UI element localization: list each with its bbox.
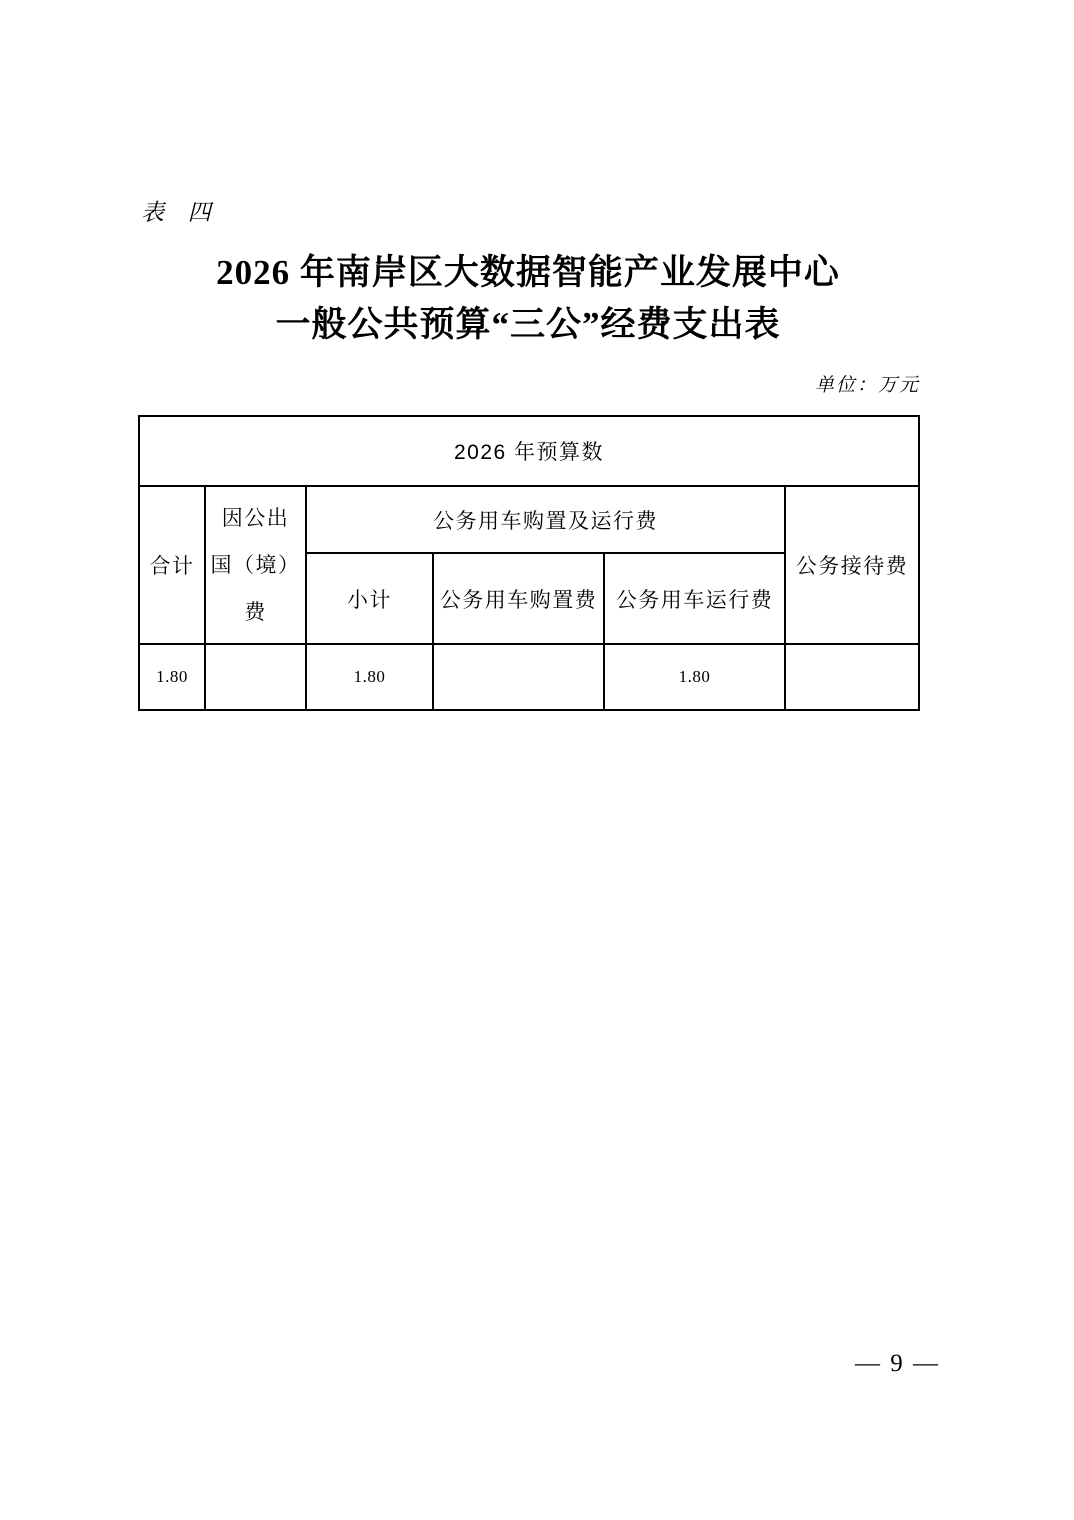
document-title [138,247,918,351]
page-number: — 9 — [855,1350,940,1377]
header-abroad-line3: 费 [244,600,267,624]
table-row-header-top [139,486,919,553]
cell-abroad-value [205,644,306,710]
cell-vehicle-subtotal-value: 1.80 [306,644,433,710]
unit-note: 单位：万元 [814,375,920,396]
table-row-values [139,644,919,710]
header-abroad-line1: 因公出 [221,506,290,530]
table-number-label: 表 四 [141,200,220,225]
cell-total-value: 1.80 [139,644,205,710]
header-vehicle-purchase: 公务用车购置费 [433,553,604,644]
budget-table [138,415,920,711]
header-reception: 公务接待费 [785,486,919,644]
header-total: 合计 [139,486,205,644]
table-row-year [139,416,919,486]
year-header-cell: 2026 年预算数 [139,416,919,486]
cell-reception-value [785,644,919,710]
document-title-line2: 一般公共预算“三公”经费支出表 [275,305,781,344]
header-vehicle-operation: 公务用车运行费 [604,553,785,644]
document-title-line1: 2026 年南岸区大数据智能产业发展中心 [216,253,840,292]
cell-vehicle-operation-value: 1.80 [604,644,785,710]
header-vehicle-subtotal: 小计 [306,553,433,644]
header-vehicle-group: 公务用车购置及运行费 [306,486,785,553]
cell-vehicle-purchase-value [433,644,604,710]
header-abroad [205,486,306,644]
header-abroad-line2: 国（境） [210,553,301,577]
